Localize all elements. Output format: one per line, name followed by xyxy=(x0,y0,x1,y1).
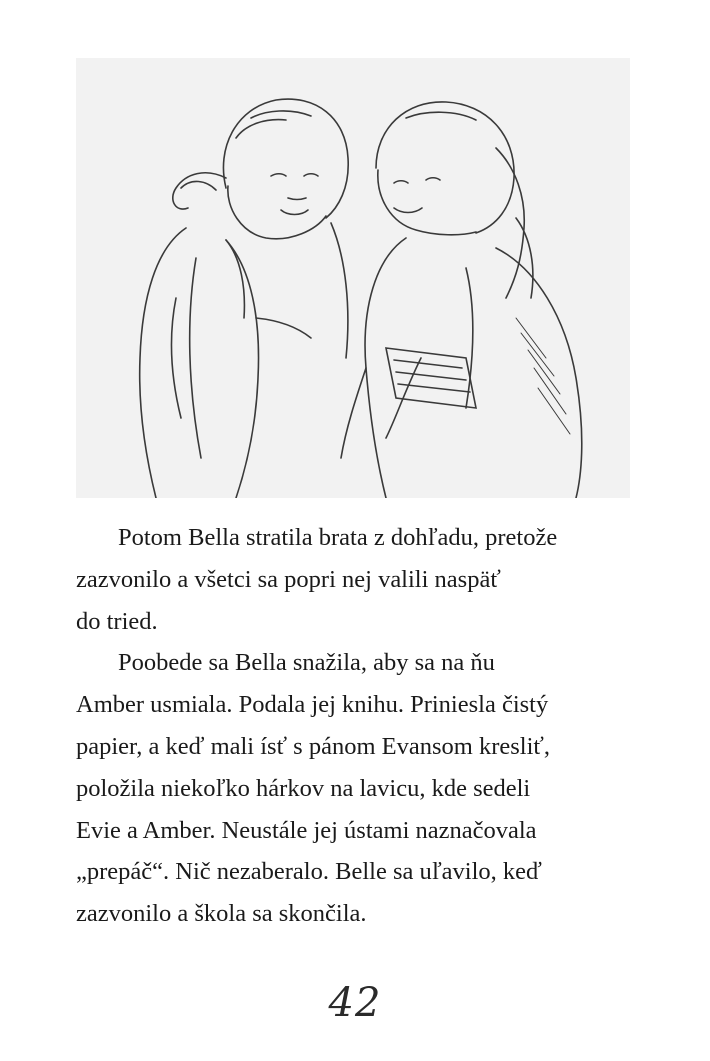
page-number: 42 xyxy=(328,980,382,1026)
text-line: Poobede sa Bella snažila, aby sa na ňu xyxy=(118,649,495,677)
text-line: „prepáč“. Nič nezaberalo. Belle sa uľavilo, keď xyxy=(76,858,542,886)
right-girl-sketch xyxy=(341,102,582,498)
text-line: Amber usmiala. Podala jej knihu. Priniesla čistý xyxy=(76,691,549,719)
text-line: do tried. xyxy=(76,607,158,635)
paragraph xyxy=(76,517,636,642)
pencil-sketch-illustration xyxy=(76,58,630,498)
text-line: papier, a keď mali ísť s pánom Evansom kresliť, xyxy=(76,732,550,760)
text-line: zazvonilo a škola sa skončila. xyxy=(76,900,367,928)
text-line: zazvonilo a všetci sa popri nej valili naspäť xyxy=(76,565,501,593)
text-line: Evie a Amber. Neustále jej ústami naznačovala xyxy=(76,816,537,844)
text-line: položila niekoľko hárkov na lavicu, kde sedeli xyxy=(76,774,531,802)
text-line: Potom Bella stratila brata z dohľadu, pretože xyxy=(118,524,558,551)
left-girl-sketch xyxy=(140,99,349,498)
paragraph xyxy=(76,642,636,935)
body-text xyxy=(76,517,636,935)
